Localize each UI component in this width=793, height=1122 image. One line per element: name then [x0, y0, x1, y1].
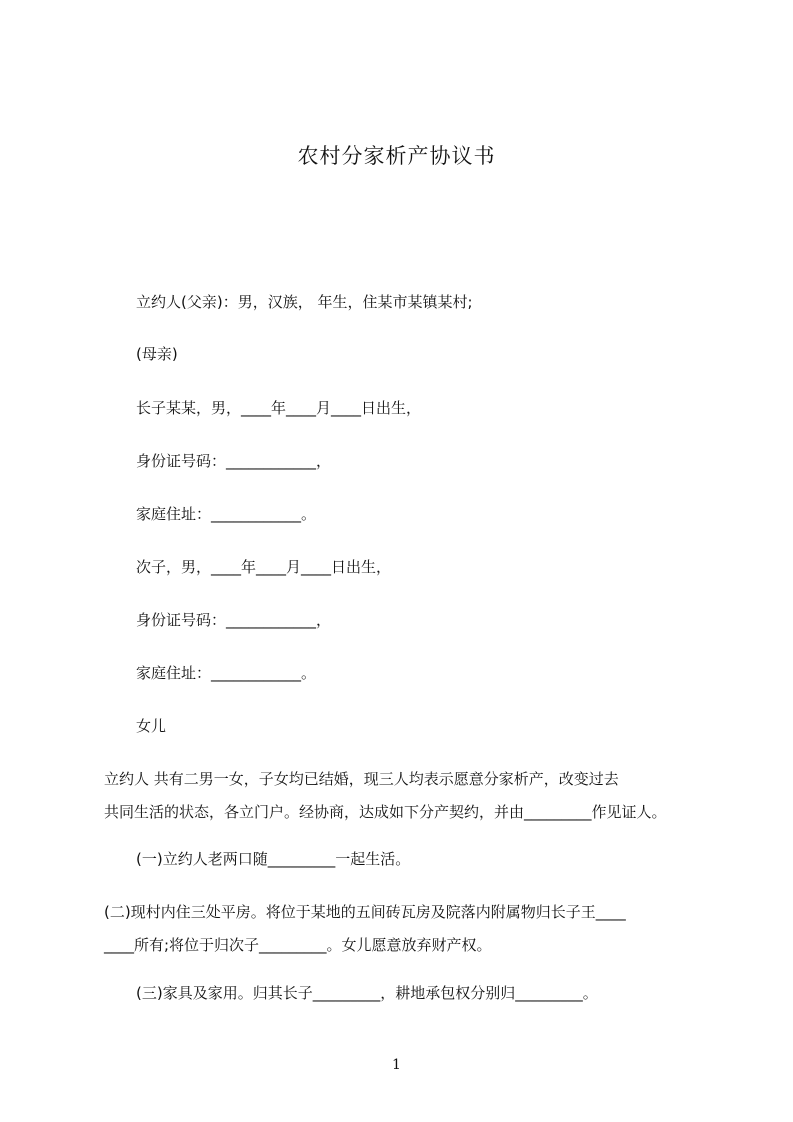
second-son-address-line: 家庭住址：____________。 — [136, 664, 317, 682]
mother-line: (母亲) — [136, 345, 178, 363]
intro-line-2: 共同生活的状态，各立门户。经协商，达成如下分产契约，并由_________作见证人。 — [104, 803, 667, 821]
page-number: 1 — [392, 1057, 401, 1073]
clause-2-line-1: (二)现村内住三处平房。将位于某地的五间砖瓦房及院落内附属物归长子王____ — [104, 903, 626, 921]
clause-3: (三)家具及家用。归其长子_________，耕地承包权分别归_________。 — [136, 984, 598, 1002]
clause-1: (一)立约人老两口随_________一起生活。 — [136, 850, 411, 868]
second-son-id-line: 身份证号码：____________， — [136, 611, 332, 629]
father-line: 立约人(父亲)：男，汉族， 年生，住某市某镇某村; — [136, 293, 473, 311]
clause-2-paragraph — [104, 901, 704, 956]
intro-paragraph — [104, 768, 704, 823]
daughter-line: 女儿 — [136, 717, 167, 735]
eldest-son-id-line: 身份证号码：____________， — [136, 452, 332, 470]
intro-line-1: 立约人 共有二男一女，子女均已结婚，现三人均表示愿意分家析产，改变过去 — [104, 770, 619, 788]
eldest-son-address-line: 家庭住址：____________。 — [136, 505, 317, 523]
second-son-line: 次子，男，____年____月____日出生， — [136, 558, 392, 576]
eldest-son-line: 长子某某，男，____年____月____日出生， — [136, 399, 422, 417]
clause-2-line-2: ____所有;将位于归次子_________。女儿愿意放弃财产权。 — [104, 936, 492, 954]
document-title: 农村分家析产协议书 — [297, 144, 496, 168]
